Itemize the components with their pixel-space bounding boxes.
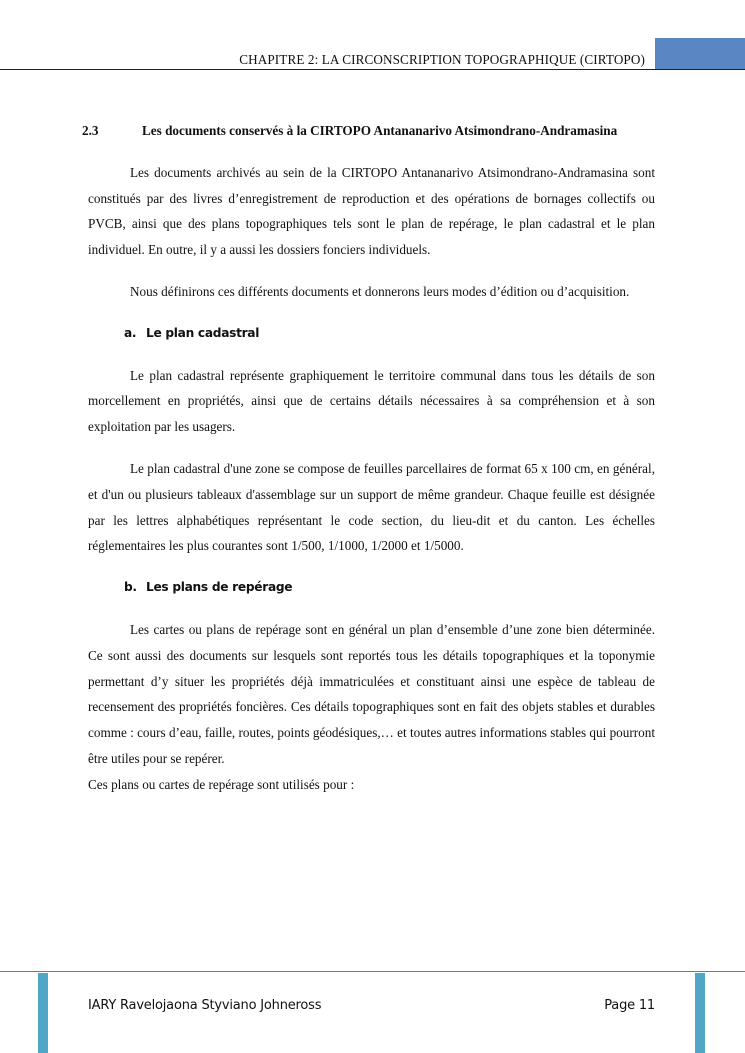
header-divider: [0, 69, 745, 70]
footer-divider: [0, 971, 745, 972]
subsection-a-heading: [88, 321, 655, 347]
footer-page-number: Page 11: [604, 998, 655, 1013]
section-title-text: Les documents conservés à la CIRTOPO Antananarivo Atsimondrano-Andramasina: [142, 123, 618, 138]
paragraph-plans-usage: Ces plans ou cartes de repérage sont utilisés pour :: [88, 776, 355, 792]
page-body: [82, 118, 655, 798]
footer-author: IARY Ravelojaona Styviano Johneross: [88, 998, 322, 1013]
footer-accent-bar-right: [695, 973, 705, 1053]
section-number: 2.3: [82, 123, 99, 138]
paragraph-definitions: Nous définirons ces différents documents et donnerons leurs modes d’édition ou d’acquisition.: [130, 283, 630, 299]
paragraph-plans-reperage: Les cartes ou plans de repérage sont en général un plan d’ensemble d’une zone bien déterminée. Ce sont aussi des documents sur lesquels sont reportés tous les détails topographiques et la toponymie permettant d’y situer les propriétés déjà immatriculées et constituant ainsi une espèce de tableau de recensement des propriétés foncières. Ces détails topographiques sont en fait des objets stables et durables comme : cours d’eau, faille, routes, points géodésiques,… et toutes autres informations stables qui pourront être utiles pour se repérer.: [88, 621, 655, 766]
running-header-title: CHAPITRE 2: LA CIRCONSCRIPTION TOPOGRAPHIQUE (CIRTOPO): [239, 52, 645, 67]
section-heading: [82, 118, 655, 144]
footer-accent-bar-left: [38, 973, 48, 1053]
header-accent-block: [655, 38, 745, 69]
subsection-a-title: Le plan cadastral: [146, 325, 260, 340]
paragraph-plan-cadastral-format: Le plan cadastral d'une zone se compose de feuilles parcellaires de format 65 x 100 cm, en général, et d'un ou plusieurs tableaux d'assemblage sur un support de même grandeur. Chaque feuille est désignée par les lettres alphabétiques représentant le code section, du lieu-dit et du canton. Les échelles réglementaires les plus courantes sont 1/500, 1/1000, 1/2000 et 1/5000.: [88, 460, 655, 554]
subsection-a-letter: a.: [124, 325, 137, 340]
paragraph-plan-cadastral-definition: Le plan cadastral représente graphiquement le territoire communal dans tous les détails de son morcellement en propriétés, ainsi que de certains détails nécessaires à sa compréhension et à son exploitation par les usagers.: [88, 367, 655, 435]
subsection-b-title: Les plans de repérage: [146, 580, 293, 595]
paragraph-documents-archives: Les documents archivés au sein de la CIRTOPO Antananarivo Atsimondrano-Andramasina sont constitués par des livres d’enregistrement de reproduction et des opérations de bornages collectifs ou PVCB, ainsi que des plans topographiques tels sont le plan de repérage, le plan cadastral et le plan individuel. En outre, il y a aussi les dossiers fonciers individuels.: [88, 164, 655, 258]
subsection-b-heading: [88, 575, 655, 601]
subsection-b-letter: b.: [124, 580, 137, 595]
